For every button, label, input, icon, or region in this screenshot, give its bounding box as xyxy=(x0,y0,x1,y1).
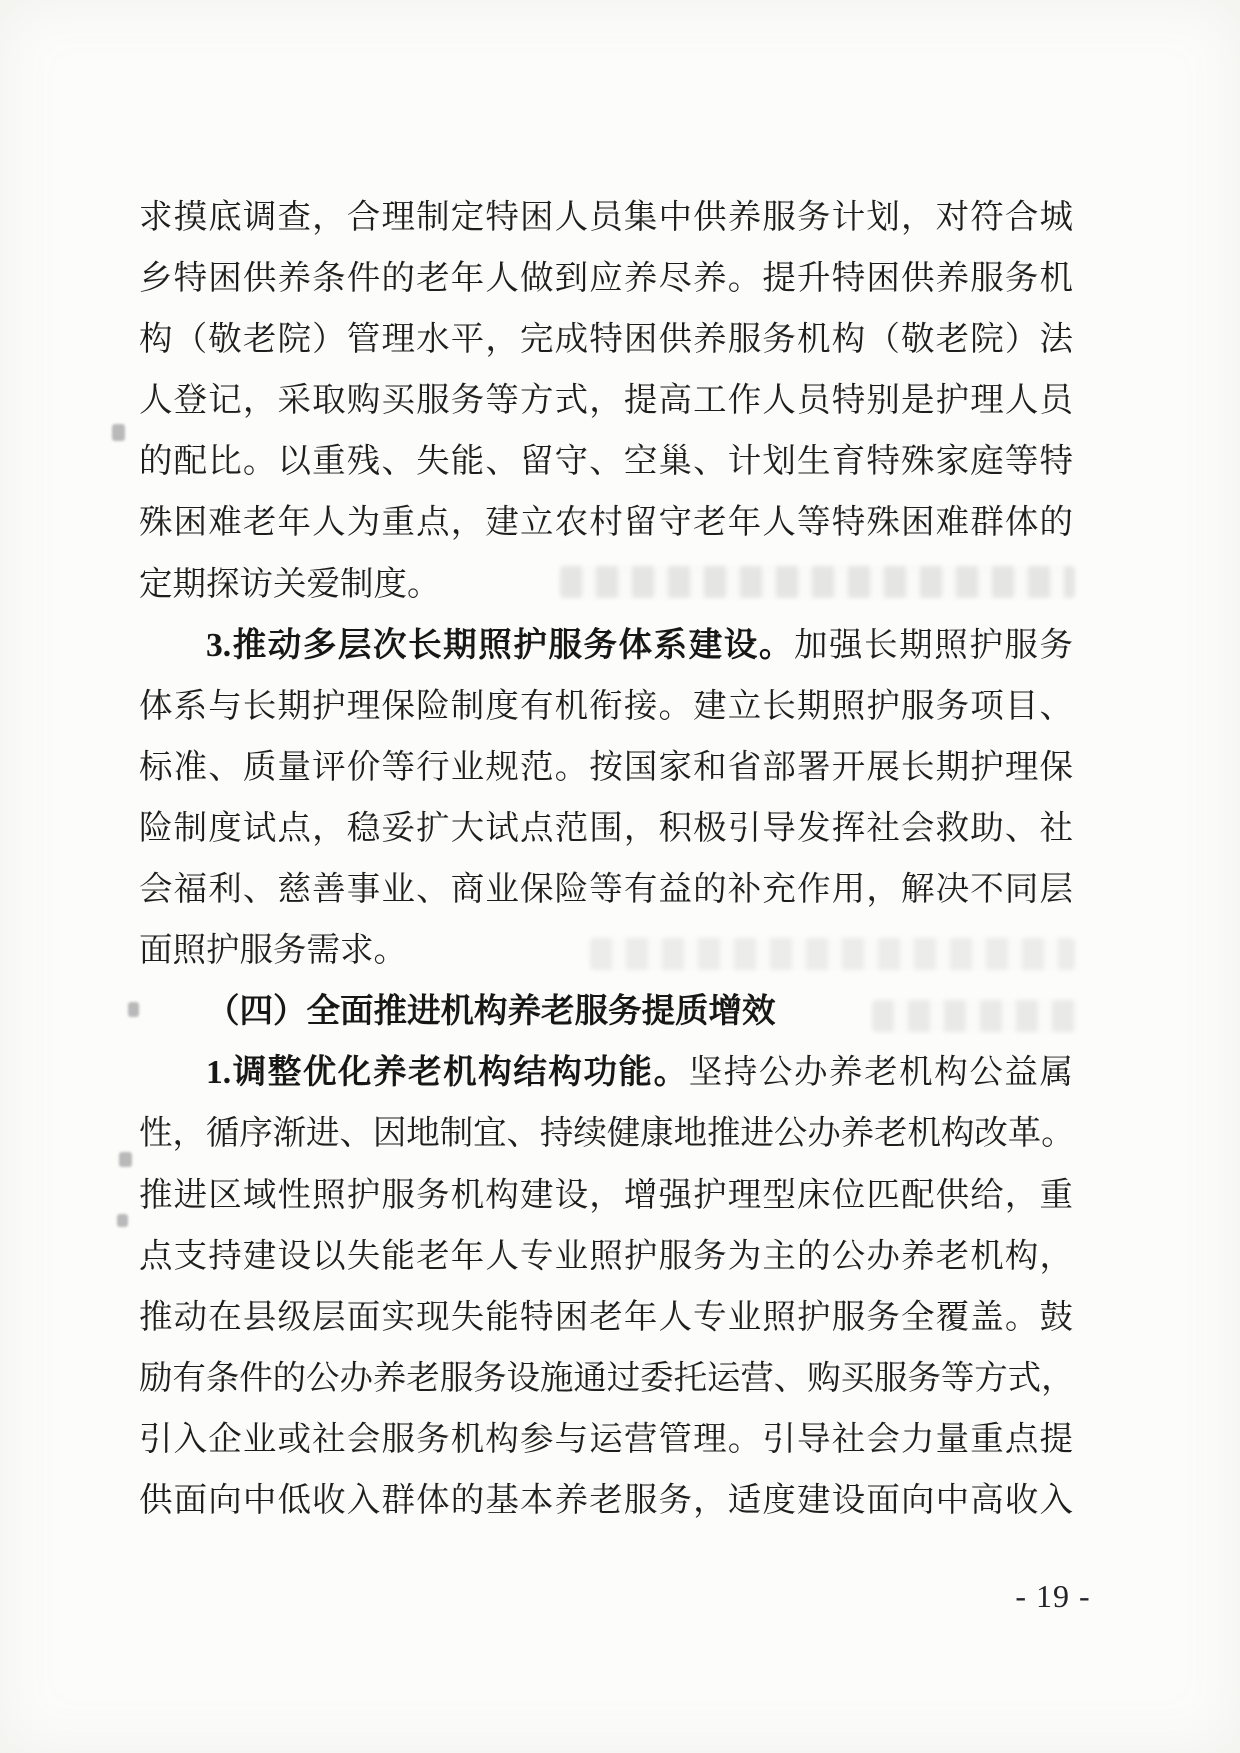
text-line xyxy=(139,859,1073,920)
text-line xyxy=(139,370,1073,431)
scan-speck xyxy=(117,1214,128,1227)
text-segment: 引入企业或社会服务机构参与运营管理。引导社会力量重点提 xyxy=(139,1420,1073,1458)
text-segment: 乡特困供养条件的老年人做到应养尽养。提升特困供养服务机 xyxy=(139,260,1073,298)
text-segment: 求摸底调查，合理制定特困人员集中供养服务计划，对符合城 xyxy=(139,199,1073,236)
text-segment: 构（敬老院）管理水平，完成特困供养服务机构（敬老院）法 xyxy=(139,321,1073,359)
text-segment: 推进区域性照护服务机构建设，增强护理型床位匹配供给，重 xyxy=(139,1176,1073,1214)
text-segment: 坚持公办养老机构公益属 xyxy=(688,1054,1073,1092)
text-segment: 险制度试点，稳妥扩大试点范围，积极引导发挥社会救助、社 xyxy=(139,809,1073,847)
scan-speck xyxy=(128,1002,139,1017)
text-segment: 性，循序渐进、因地制宜、持续健康地推进公办养老机构改革。 xyxy=(139,1115,1073,1153)
text-segment: 推动在县级层面实现失能特困老年人专业照护服务全覆盖。鼓 xyxy=(139,1298,1073,1336)
text-line xyxy=(139,1409,1073,1470)
text-line xyxy=(139,615,1073,676)
text-segment: 供面向中低收入群体的基本养老服务，适度建设面向中高收入 xyxy=(139,1481,1073,1519)
text-segment: 励有条件的公办养老服务设施通过委托运营、购买服务等方式， xyxy=(139,1359,1073,1397)
text-line xyxy=(139,309,1073,370)
text-segment: 点支持建设以失能老年人专业照护服务为主的公办养老机构， xyxy=(139,1237,1073,1275)
text-line xyxy=(139,1470,1073,1531)
text-line xyxy=(139,1226,1073,1287)
text-line xyxy=(139,248,1073,309)
text-segment: 的配比。以重残、失能、留守、空巢、计划生育特殊家庭等特 xyxy=(139,443,1073,481)
text-segment: 加强长期照护服务 xyxy=(793,626,1073,664)
text-line xyxy=(139,798,1073,859)
text-segment: 定期探访关爱制度。 xyxy=(139,565,441,603)
text-line xyxy=(139,1348,1073,1409)
text-line xyxy=(139,1103,1073,1164)
document-body xyxy=(139,187,1073,1531)
text-line xyxy=(139,187,1073,248)
bleedthrough-smudge xyxy=(872,1000,1077,1032)
text-line xyxy=(139,676,1073,737)
bleedthrough-smudge xyxy=(590,938,1075,970)
scan-speck xyxy=(112,424,125,441)
text-segment: 人登记，采取购买服务等方式，提高工作人员特别是护理人员 xyxy=(139,382,1073,420)
text-line xyxy=(139,737,1073,798)
text-segment: 面照护服务需求。 xyxy=(139,932,407,970)
scan-speck xyxy=(119,1152,132,1167)
page-number: - 19 - xyxy=(1015,1578,1091,1614)
text-line xyxy=(139,431,1073,492)
text-segment: 会福利、慈善事业、商业保险等有益的补充作用，解决不同层 xyxy=(139,871,1073,909)
bleedthrough-smudge xyxy=(560,566,1075,598)
text-line xyxy=(139,492,1073,553)
text-line xyxy=(139,1042,1073,1103)
text-segment: 殊困难老年人为重点，建立农村留守老年人等特殊困难群体的 xyxy=(139,504,1073,542)
text-line xyxy=(139,1165,1073,1226)
bold-text-segment: 3.推动多层次长期照护服务体系建设。 xyxy=(206,626,794,664)
text-line xyxy=(139,1287,1073,1348)
text-segment: 标准、质量评价等行业规范。按国家和省部署开展长期护理保 xyxy=(139,748,1073,786)
bold-text-segment: （四）全面推进机构养老服务提质增效 xyxy=(206,993,776,1031)
text-segment: 体系与长期护理保险制度有机衔接。建立长期照护服务项目、 xyxy=(139,687,1073,725)
bold-text-segment: 1.调整优化养老机构结构功能。 xyxy=(206,1054,689,1092)
